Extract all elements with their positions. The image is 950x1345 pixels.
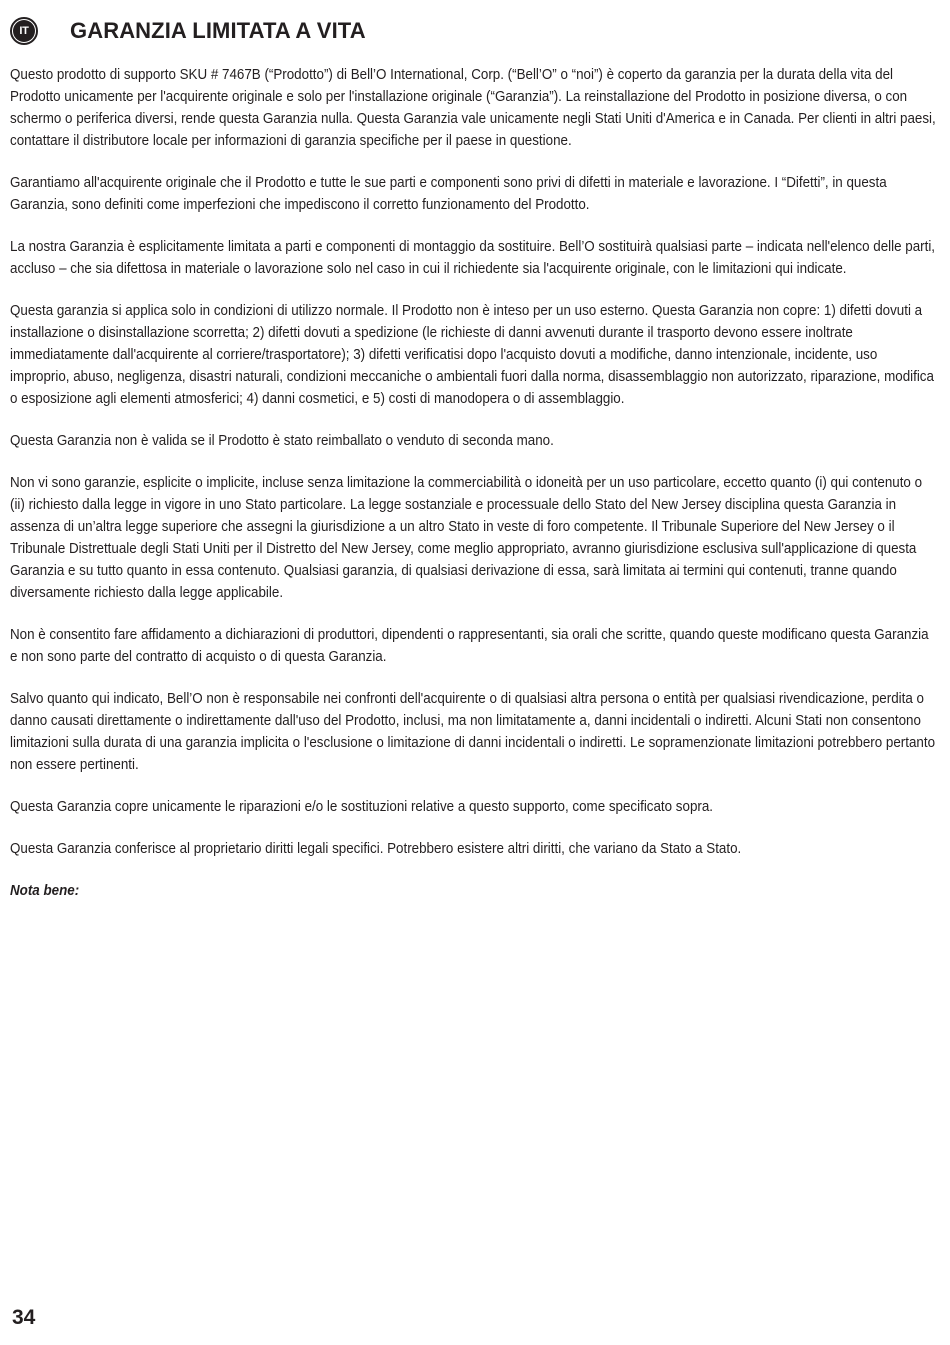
language-badge-icon [10, 17, 38, 45]
page-number: 34 [12, 1306, 36, 1329]
warranty-body [10, 64, 936, 902]
page-title: GARANZIA LIMITATA A VITA [70, 18, 366, 43]
paragraph-scope: Questa Garanzia copre unicamente le riparazioni e/o le sostituzioni relative a questo supporto, come specificato sopra. [10, 799, 714, 815]
paragraph-statements: Non è consentito fare affidamento a dichiarazioni di produttori, dipendenti o rappresentanti, sia orali che scritte, quando queste modificano questa Garanzia e non sono parte del contratto di acquisto o di questa Garanzia. [10, 627, 929, 665]
paragraph-jurisdiction: Non vi sono garanzie, esplicite o implicite, incluse senza limitazione la commerciabilità o idoneità per un uso particolare, eccetto quanto (i) qui contenuto o (ii) richiesto dalla legge in vigore in uno Stato particolare. La legge sostanziale e processuale dello Stato del New Jersey disciplina questa Garanzia in assenza di un’altra legge superiore che assegni la giurisdizione a un altro Stato in veste di foro competente. Il Tribunale Superiore del New Jersey o il Tribunale Distrettuale degli Stati Uniti per il Distretto del New Jersey, come meglio appropriato, avranno giurisdizione esclusiva sull'applicazione di questa Garanzia e su tutto quanto in essa contenuto. Qualsiasi garanzia, di qualsiasi derivazione di essa, sarà limitata ai termini qui contenuti, tranne quando diversamente richiesto dalla legge applicabile. [10, 475, 923, 601]
paragraph-resale: Questa Garanzia non è valida se il Prodotto è stato reimballato o venduto di seconda mano. [10, 433, 554, 449]
page-header [10, 14, 366, 48]
paragraph-defects: Garantiamo all'acquirente originale che il Prodotto e tutte le sue parti e componenti sono privi di difetti in materiale e lavorazione. I “Difetti”, in questa Garanzia, sono definiti come imperfezioni che impediscono il corretto funzionamento del Prodotto. [10, 175, 887, 213]
language-badge-label: IT [13, 20, 35, 42]
paragraph-coverage: Questo prodotto di supporto SKU # 7467B (“Prodotto”) di Bell’O International, Corp. (“Bell’O” o “noi”) è coperto da garanzia per la durata della vita del Prodotto unicamente per l'acquirente originale e solo per l'installazione originale (“Garanzia”). La reinstallazione del Prodotto in posizione diversa, o con schermo o periferica diversi, rende questa Garanzia nulla. Questa Garanzia vale unicamente negli Stati Uniti d'America e in Canada. Per clienti in altri paesi, contattare il distributore locale per informazioni di garanzia specifiche per il paese in questione. [10, 67, 936, 149]
paragraph-exclusions: Questa garanzia si applica solo in condizioni di utilizzo normale. Il Prodotto non è inteso per un uso esterno. Questa Garanzia non copre: 1) difetti dovuti a installazione o disinstallazione scorretta; 2) difetti dovuti a spedizione (le richieste di danni avvenuti durante il trasporto devono essere inoltrate immediatamente dall'acquirente al corriere/trasportatore); 3) difetti verificatisi dopo l'acquisto dovuti a modifiche, danno intenzionale, incidente, uso improprio, abuso, negligenza, disastri naturali, condizioni meccaniche o ambientali fuori dalla norma, disassemblaggio non autorizzato, riparazione, modifica o esposizione agli elementi atmosferici; 4) danni cosmetici, e 5) costi di manodopera o di assemblaggio. [10, 303, 934, 407]
paragraph-rights: Questa Garanzia conferisce al proprietario diritti legali specifici. Potrebbero esistere altri diritti, che variano da Stato a Stato. [10, 841, 742, 857]
note-label: Nota bene: [10, 883, 80, 899]
paragraph-limited-parts: La nostra Garanzia è esplicitamente limitata a parti e componenti di montaggio da sostituire. Bell’O sostituirà qualsiasi parte – indicata nell'elenco delle parti, accluso – che sia difettosa in materiale o lavorazione solo nel caso in cui il richiedente sia l'acquirente originale, con le limitazioni qui indicate. [10, 239, 936, 277]
paragraph-liability: Salvo quanto qui indicato, Bell’O non è responsabile nei confronti dell'acquirente o di qualsiasi altra persona o entità per qualsiasi rivendicazione, perdita o danno causati direttamente o indirettamente dall'uso del Prodotto, inclusi, ma non limitatamente a, danni incidentali o indiretti. Alcuni Stati non consentono limitazioni sulla durata di una garanzia implicita o l'esclusione o limitazione di danni incidentali o indiretti. Le sopramenzionate limitazioni potrebbero pertanto non essere pertinenti. [10, 691, 936, 773]
